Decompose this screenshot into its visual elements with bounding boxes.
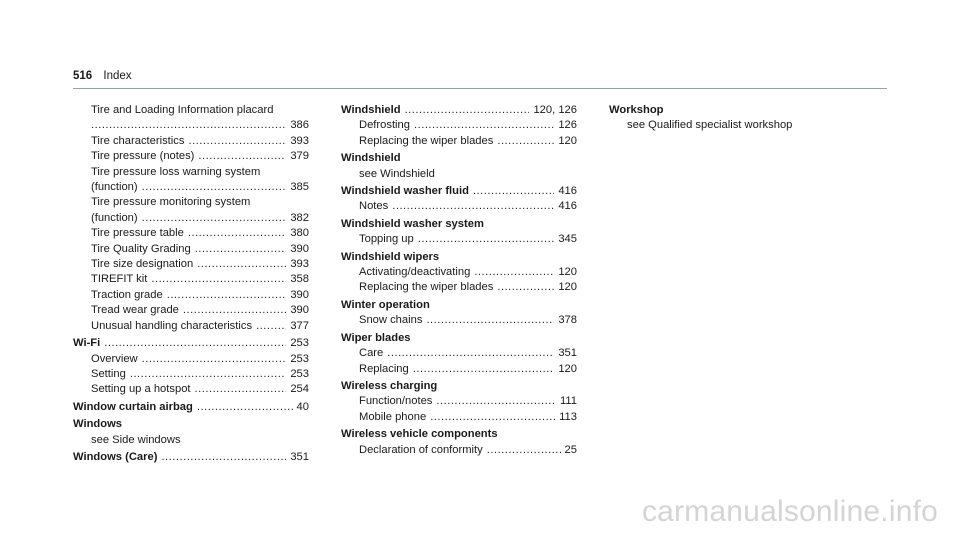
watermark: carmanualsonline.info [641,495,938,528]
page-ref[interactable]: 390 [290,242,309,255]
index-heading: Windows [73,418,122,431]
section-title: Index [103,70,132,82]
index-heading: Windshield washer system [341,217,484,230]
index-entry: Mobile phone ..... 113 [341,410,577,425]
index-entry: Declaration of conformity ..... 25 [341,443,577,458]
index-entry: Unusual handling characteristics ..... 377 [73,319,309,334]
index-entry: Activating/deactivating ..... 120 [341,265,577,280]
page-ref[interactable]: 120 [558,266,577,279]
index-entry: Setting up a hotspot ..... 254 [73,382,309,397]
index-entry: Tire characteristics ..... 393 [73,134,309,149]
index-entry: Notes ..... 416 [341,199,577,214]
index-entry: Defrosting ..... 126 [341,118,577,133]
index-entry: Snow chains ..... 378 [341,313,577,328]
header-rule [73,88,887,89]
page-header [73,70,132,82]
page-ref[interactable]: 390 [290,288,309,301]
page-ref[interactable]: 378 [558,314,577,327]
index-heading: Workshop [609,104,664,116]
page-ref[interactable]: 253 [290,337,309,350]
cross-reference[interactable]: see Side windows [91,433,181,446]
index-entry: Function/notes ..... 111 [341,394,577,409]
page-ref[interactable]: 253 [290,352,309,365]
index-entry-label: Tire pressure monitoring system [91,196,251,209]
index-column-1 [73,103,309,465]
page-ref[interactable]: 351 [558,347,577,360]
index-column-2 [341,103,577,458]
index-heading: Window curtain airbag ..... 40 [73,400,309,415]
index-heading: Windows (Care) ..... 351 [73,450,309,465]
index-entry: Tire size designation ..... 393 [73,257,309,272]
cross-reference[interactable]: see Qualified specialist workshop [627,119,793,132]
index-entry: Tire pressure (notes) ..... 379 [73,149,309,164]
index-heading: Wireless vehicle components [341,428,498,441]
index-entry: (function) ..... 382 [73,211,309,226]
page-ref[interactable]: 377 [290,319,309,332]
index-entry: Replacing the wiper blades ..... 120 [341,134,577,149]
index-entry-label: Tire and Loading Information placard [91,104,274,116]
page-ref[interactable]: 379 [290,150,309,163]
page-ref[interactable]: 393 [290,258,309,271]
page-ref[interactable]: 393 [290,134,309,147]
page-ref[interactable]: 358 [290,273,309,286]
index-entry: Replacing ..... 120 [341,362,577,377]
page-ref[interactable]: 351 [290,450,309,463]
page-ref[interactable]: 113 [559,410,577,423]
page-ref[interactable]: 120 [558,281,577,294]
page-ref[interactable]: 385 [290,181,309,194]
page-ref[interactable]: 386 [290,119,309,132]
index-entry: Tire pressure table ..... 380 [73,226,309,241]
index-column-3 [609,103,845,134]
index-heading: Windshield wipers [341,250,440,263]
index-heading: Wi-Fi ..... 253 [73,336,309,351]
page-number: 516 [73,70,93,82]
page-ref[interactable]: 390 [290,304,309,317]
index-entry: Setting ..... 253 [73,367,309,382]
page-ref[interactable]: 111 [559,395,577,408]
index-entry: Tire Quality Grading ..... 390 [73,242,309,257]
index-heading: Windshield washer fluid ..... 416 [341,184,577,199]
page-ref[interactable]: 254 [290,383,309,396]
index-heading: Wireless charging [341,379,438,392]
page-ref[interactable]: 120, 126 [533,104,577,116]
index-entry-label: Tire pressure loss warning system [91,165,261,178]
page-ref[interactable]: 120 [558,362,577,375]
page-ref[interactable]: 25 [564,443,577,456]
index-entry: Replacing the wiper blades ..... 120 [341,280,577,295]
page-ref[interactable]: 40 [296,400,309,413]
index-entry: Care ..... 351 [341,346,577,361]
index-entry: (function) ..... 385 [73,180,309,195]
cross-reference[interactable]: see Windshield [359,167,435,180]
index-entry: Traction grade ..... 390 [73,288,309,303]
page-ref[interactable]: 380 [290,227,309,240]
page-ref[interactable]: 120 [558,134,577,147]
index-heading: Winter operation [341,298,430,311]
index-entry: Topping up ..... 345 [341,232,577,247]
page-ref[interactable]: 253 [290,367,309,380]
index-heading: Wiper blades [341,331,411,344]
index-entry: Tread wear grade ..... 390 [73,303,309,318]
page-ref[interactable]: 416 [558,200,577,213]
index-heading: Windshield ..... 120, 126 [341,103,577,118]
page-ref[interactable]: 345 [558,233,577,246]
page-ref[interactable]: 416 [558,185,577,198]
index-entry: TIREFIT kit ..... 358 [73,272,309,287]
index-heading: Windshield [341,152,401,165]
index-entry: Overview ..... 253 [73,352,309,367]
page-ref[interactable]: 126 [558,119,577,132]
page-ref[interactable]: 382 [290,211,309,224]
index-entry [73,118,309,133]
